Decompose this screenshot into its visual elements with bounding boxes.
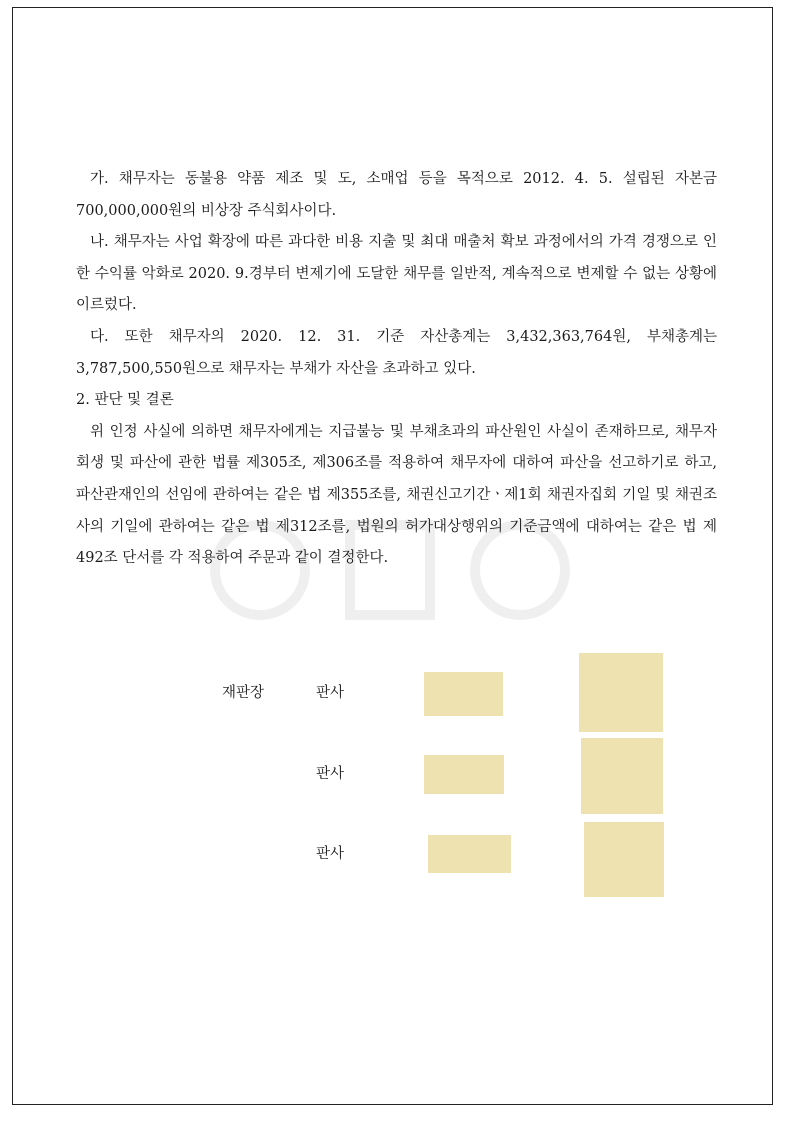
redacted-judge-name-1 <box>424 672 503 716</box>
section-heading-judgment: 2. 판단 및 결론 <box>76 392 174 409</box>
decision-body <box>76 164 717 575</box>
fact-paragraph-b: 나. 채무자는 사업 확장에 따른 과다한 비용 지출 및 최대 매출처 확보 과정에서의 가격 경쟁으로 인한 수익률 악화로 2020. 9.경부터 변제기에 도달한 채무를 일반적, 계속적으로 변제할 수 없는 상황에 이르렀다. <box>76 234 718 314</box>
redacted-judge-name-3 <box>428 835 511 873</box>
redacted-judge-name-2 <box>424 755 504 794</box>
fact-paragraph-c: 다. 또한 채무자의 2020. 12. 31. 기준 자산총계는 3,432,363,764원, 부채총계는 3,787,500,550원으로 채무자는 부채가 자산을 초과하고 있다. <box>76 328 717 377</box>
redacted-judge-seal-3 <box>584 822 664 897</box>
redacted-judge-seal-2 <box>581 738 663 814</box>
judge-label-2: 판사 <box>316 766 345 782</box>
judge-label-3: 판사 <box>316 846 345 862</box>
conclusion-paragraph: 위 인정 사실에 의하면 채무자에게는 지급불능 및 부채초과의 파산원인 사실이 존재하므로, 채무자 회생 및 파산에 관한 법률 제305조, 제306조를 적용하여 채무자에 대하여 파산을 선고하기로 하고, 파산관재인의 선임에 관하여는 같은 법 제355조를, 채권신고기간ㆍ제1회 채권자집회 기일 및 채권조사의 기일에 관하여는 같은 법 제312조를, 법원의 허가대상행위의 기준금액에 대하여는 같은 법 제492조 단서를 각 적용하여 주문과 같이 결정한다. <box>76 423 717 567</box>
judge-label-1: 판사 <box>316 685 345 701</box>
presiding-judge-title: 재판장 <box>222 685 265 701</box>
redacted-judge-seal-1 <box>579 653 663 732</box>
fact-paragraph-a: 가. 채무자는 동불용 약품 제조 및 도, 소매업 등을 목적으로 2012. 4. 5. 설립된 자본금 700,000,000원의 비상장 주식회사이다. <box>76 171 717 219</box>
